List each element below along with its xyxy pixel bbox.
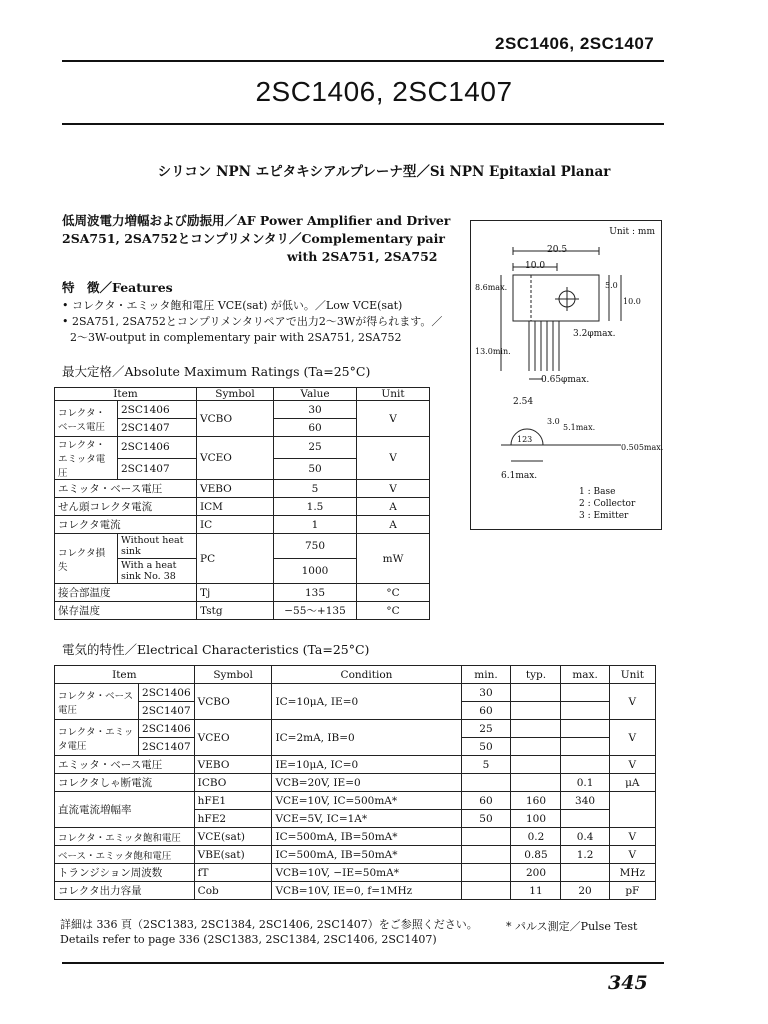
cell: ICM [197, 498, 274, 516]
cell [561, 756, 609, 774]
dim-label: 0.505max. [621, 443, 664, 452]
cell [561, 684, 609, 702]
cell: 1.5 [274, 498, 357, 516]
cell: VCB=10V, IE=0, f=1MHz [272, 882, 461, 900]
cell: VCEO [197, 437, 274, 480]
table-row [55, 846, 656, 864]
cell: 30 [274, 401, 357, 419]
cell: 直流電流増幅率 [55, 792, 195, 828]
cell: μA [609, 774, 655, 792]
dim-label: 3.0 [547, 417, 560, 426]
cell: pF [609, 882, 655, 900]
cell: V [609, 828, 655, 846]
table-row [55, 584, 430, 602]
cell [511, 720, 561, 738]
cell: 1 [274, 516, 357, 534]
cell: 60 [461, 792, 511, 810]
cell: トランジション周波数 [55, 864, 195, 882]
cell: Tstg [197, 602, 274, 620]
feature-item-cont: 2～3W-output in complementary pair with 2SA751, 2SA752 [70, 331, 402, 344]
cell: VCE(sat) [194, 828, 272, 846]
col-symbol: Symbol [194, 666, 272, 684]
dim-label: 13.0min. [475, 347, 511, 356]
cell: °C [357, 602, 430, 620]
applications [62, 212, 450, 266]
table-header [55, 388, 430, 401]
cell: IC=10μA, IE=0 [272, 684, 461, 720]
cell: 1000 [274, 559, 357, 584]
dim-label: 5.0 [605, 281, 618, 290]
cell [561, 702, 609, 720]
cell: Without heat sink [118, 534, 197, 559]
cell: VCEO [194, 720, 272, 756]
reference-note-jp: 詳細は 336 頁（2SC1383, 2SC1384, 2SC1406, 2SC1407）をご参照ください。 [60, 918, 478, 931]
cell: 20 [561, 882, 609, 900]
cell: 160 [511, 792, 561, 810]
cell: hFE2 [194, 810, 272, 828]
cell: 11 [511, 882, 561, 900]
title-rule [62, 123, 664, 125]
table-row [55, 437, 430, 459]
cell [511, 738, 561, 756]
cell: IE=10μA, IC=0 [272, 756, 461, 774]
cell: 135 [274, 584, 357, 602]
col-item: Item [55, 388, 197, 401]
table-row [55, 498, 430, 516]
table-row [55, 534, 430, 559]
amr-table [54, 387, 430, 620]
cell [561, 738, 609, 756]
cell: 60 [274, 419, 357, 437]
cell: A [357, 516, 430, 534]
cell: 2SC1406 [139, 720, 195, 738]
dim-label: 0.65φmax. [541, 375, 590, 385]
cell: V [609, 684, 655, 720]
cell: コレクタ・エミッタ飽和電圧 [55, 828, 195, 846]
table-row [55, 684, 656, 702]
cell: IC=500mA, IB=50mA* [272, 828, 461, 846]
cell [461, 846, 511, 864]
cell: 接合部温度 [55, 584, 197, 602]
cell [461, 774, 511, 792]
cell: 0.1 [561, 774, 609, 792]
pin-legend-collector: 2 : Collector [579, 499, 636, 509]
cell: コレクタ損失 [55, 534, 118, 584]
cell: Tj [197, 584, 274, 602]
col-max: max. [561, 666, 609, 684]
table-row [55, 792, 656, 810]
cell: PC [197, 534, 274, 584]
cell: 2SC1406 [118, 437, 197, 459]
cell [561, 864, 609, 882]
dim-label: 8.6max. [475, 283, 508, 292]
cell: コレクタ出力容量 [55, 882, 195, 900]
cell: エミッタ・ベース電圧 [55, 756, 195, 774]
cell: 200 [511, 864, 561, 882]
cell [461, 864, 511, 882]
cell: IC=500mA, IB=50mA* [272, 846, 461, 864]
cell: 0.2 [511, 828, 561, 846]
table-row [55, 720, 656, 738]
cell: V [609, 846, 655, 864]
cell: 5 [274, 480, 357, 498]
col-item: Item [55, 666, 195, 684]
cell: せん頭コレクタ電流 [55, 498, 197, 516]
cell: IC=2mA, IB=0 [272, 720, 461, 756]
cell: コレクタしゃ断電流 [55, 774, 195, 792]
cell [609, 792, 655, 828]
ec-table [54, 665, 656, 900]
cell: 750 [274, 534, 357, 559]
cell: 50 [461, 810, 511, 828]
cell: 25 [461, 720, 511, 738]
dim-label: 5.1max. [563, 423, 596, 432]
app-line-2: 2SA751, 2SA752とコンプリメンタリ／Complementary pair [62, 231, 445, 246]
pin-legend-emitter: 3 : Emitter [579, 511, 629, 521]
cell [511, 756, 561, 774]
col-unit: Unit [609, 666, 655, 684]
cell: 60 [461, 702, 511, 720]
cell: −55～+135 [274, 602, 357, 620]
cell: 0.4 [561, 828, 609, 846]
cell: 2SC1406 [139, 684, 195, 702]
cell: コレクタ・エミッタ電圧 [55, 437, 118, 480]
col-unit: Unit [357, 388, 430, 401]
cell: Cob [194, 882, 272, 900]
cell: コレクタ・エミッタ電圧 [55, 720, 139, 756]
page-number: 345 [608, 972, 648, 994]
cell: 50 [274, 458, 357, 480]
cell: 2SC1407 [118, 419, 197, 437]
dim-label: 3.2φmax. [573, 329, 616, 339]
table-header [55, 666, 656, 684]
dim-label: 10.0 [525, 261, 546, 271]
table-row [55, 401, 430, 419]
cell: 30 [461, 684, 511, 702]
cell: 2SC1407 [139, 702, 195, 720]
cell [511, 702, 561, 720]
pin-numbers: 123 [517, 435, 533, 444]
cell: MHz [609, 864, 655, 882]
dim-label: 2.54 [513, 397, 534, 407]
pulse-test-note: * パルス測定／Pulse Test [506, 920, 638, 933]
cell: VEBO [194, 756, 272, 774]
app-line-3: with 2SA751, 2SA752 [287, 249, 438, 264]
features-list [62, 298, 442, 346]
cell: VCE=5V, IC=1A* [272, 810, 461, 828]
cell [461, 828, 511, 846]
table-row [55, 602, 430, 620]
footer-rule [62, 962, 664, 964]
cell: 2SC1407 [139, 738, 195, 756]
cell: ICBO [194, 774, 272, 792]
cell [461, 882, 511, 900]
unit-label: Unit : mm [609, 227, 655, 237]
cell: V [609, 756, 655, 774]
subtitle: シリコン NPN エピタキシアルプレーナ型／Si NPN Epitaxial Planar [157, 164, 611, 180]
col-min: min. [461, 666, 511, 684]
header-part-numbers: 2SC1406, 2SC1407 [495, 34, 655, 53]
cell: °C [357, 584, 430, 602]
cell: 5 [461, 756, 511, 774]
cell: A [357, 498, 430, 516]
reference-note-en: Details refer to page 336 (2SC1383, 2SC1384, 2SC1406, 2SC1407) [60, 933, 437, 946]
table-row [55, 516, 430, 534]
col-condition: Condition [272, 666, 461, 684]
cell: コレクタ・ベース電圧 [55, 684, 139, 720]
table-row [55, 756, 656, 774]
col-typ: typ. [511, 666, 561, 684]
cell: V [357, 401, 430, 437]
cell: 2SC1407 [118, 458, 197, 480]
feature-item: • 2SA751, 2SA752とコンプリメンタリペアで出力2～3Wが得られます。／ [62, 315, 443, 328]
ec-heading: 電気的特性／Electrical Characteristics (Ta=25°C) [62, 642, 370, 657]
features-heading: 特 徴／Features [62, 280, 173, 295]
cell: 340 [561, 792, 609, 810]
cell: VCB=20V, IE=0 [272, 774, 461, 792]
cell: コレクタ電流 [55, 516, 197, 534]
cell: 100 [511, 810, 561, 828]
page-title: 2SC1406, 2SC1407 [255, 76, 513, 107]
cell: IC [197, 516, 274, 534]
cell: エミッタ・ベース電圧 [55, 480, 197, 498]
dim-label: 20.5 [547, 245, 568, 255]
cell: ベース・エミッタ飽和電圧 [55, 846, 195, 864]
app-line-1: 低周波電力増幅および励振用／AF Power Amplifier and Driver [62, 213, 451, 228]
cell [561, 720, 609, 738]
col-symbol: Symbol [197, 388, 274, 401]
table-row [55, 882, 656, 900]
table-row [55, 480, 430, 498]
cell [561, 810, 609, 828]
cell: V [609, 720, 655, 756]
cell: 保存温度 [55, 602, 197, 620]
pin-legend-base: 1 : Base [579, 487, 616, 497]
cell: With a heat sink No. 38 [118, 559, 197, 584]
cell [511, 684, 561, 702]
cell: VCB=10V, −IE=50mA* [272, 864, 461, 882]
cell: 25 [274, 437, 357, 459]
cell: VCE=10V, IC=500mA* [272, 792, 461, 810]
cell: コレクタ・ベース電圧 [55, 401, 118, 437]
header-rule [62, 60, 664, 62]
amr-heading: 最大定格／Absolute Maximum Ratings (Ta=25°C) [62, 364, 371, 379]
table-row [55, 828, 656, 846]
table-row [55, 774, 656, 792]
cell: 50 [461, 738, 511, 756]
feature-item: • コレクタ・エミッタ飽和電圧 VCE(sat) が低い。／Low VCE(sat) [62, 299, 403, 312]
cell: V [357, 437, 430, 480]
dim-label: 6.1max. [501, 471, 538, 481]
cell: VBE(sat) [194, 846, 272, 864]
package-diagram [470, 220, 662, 530]
col-value: Value [274, 388, 357, 401]
table-row [55, 864, 656, 882]
cell: VCBO [197, 401, 274, 437]
cell: VEBO [197, 480, 274, 498]
cell: 1.2 [561, 846, 609, 864]
cell: 2SC1406 [118, 401, 197, 419]
cell: 0.85 [511, 846, 561, 864]
cell: VCBO [194, 684, 272, 720]
cell: mW [357, 534, 430, 584]
dim-label: 10.0 [623, 297, 641, 306]
cell: hFE1 [194, 792, 272, 810]
cell: fT [194, 864, 272, 882]
cell: V [357, 480, 430, 498]
cell [511, 774, 561, 792]
